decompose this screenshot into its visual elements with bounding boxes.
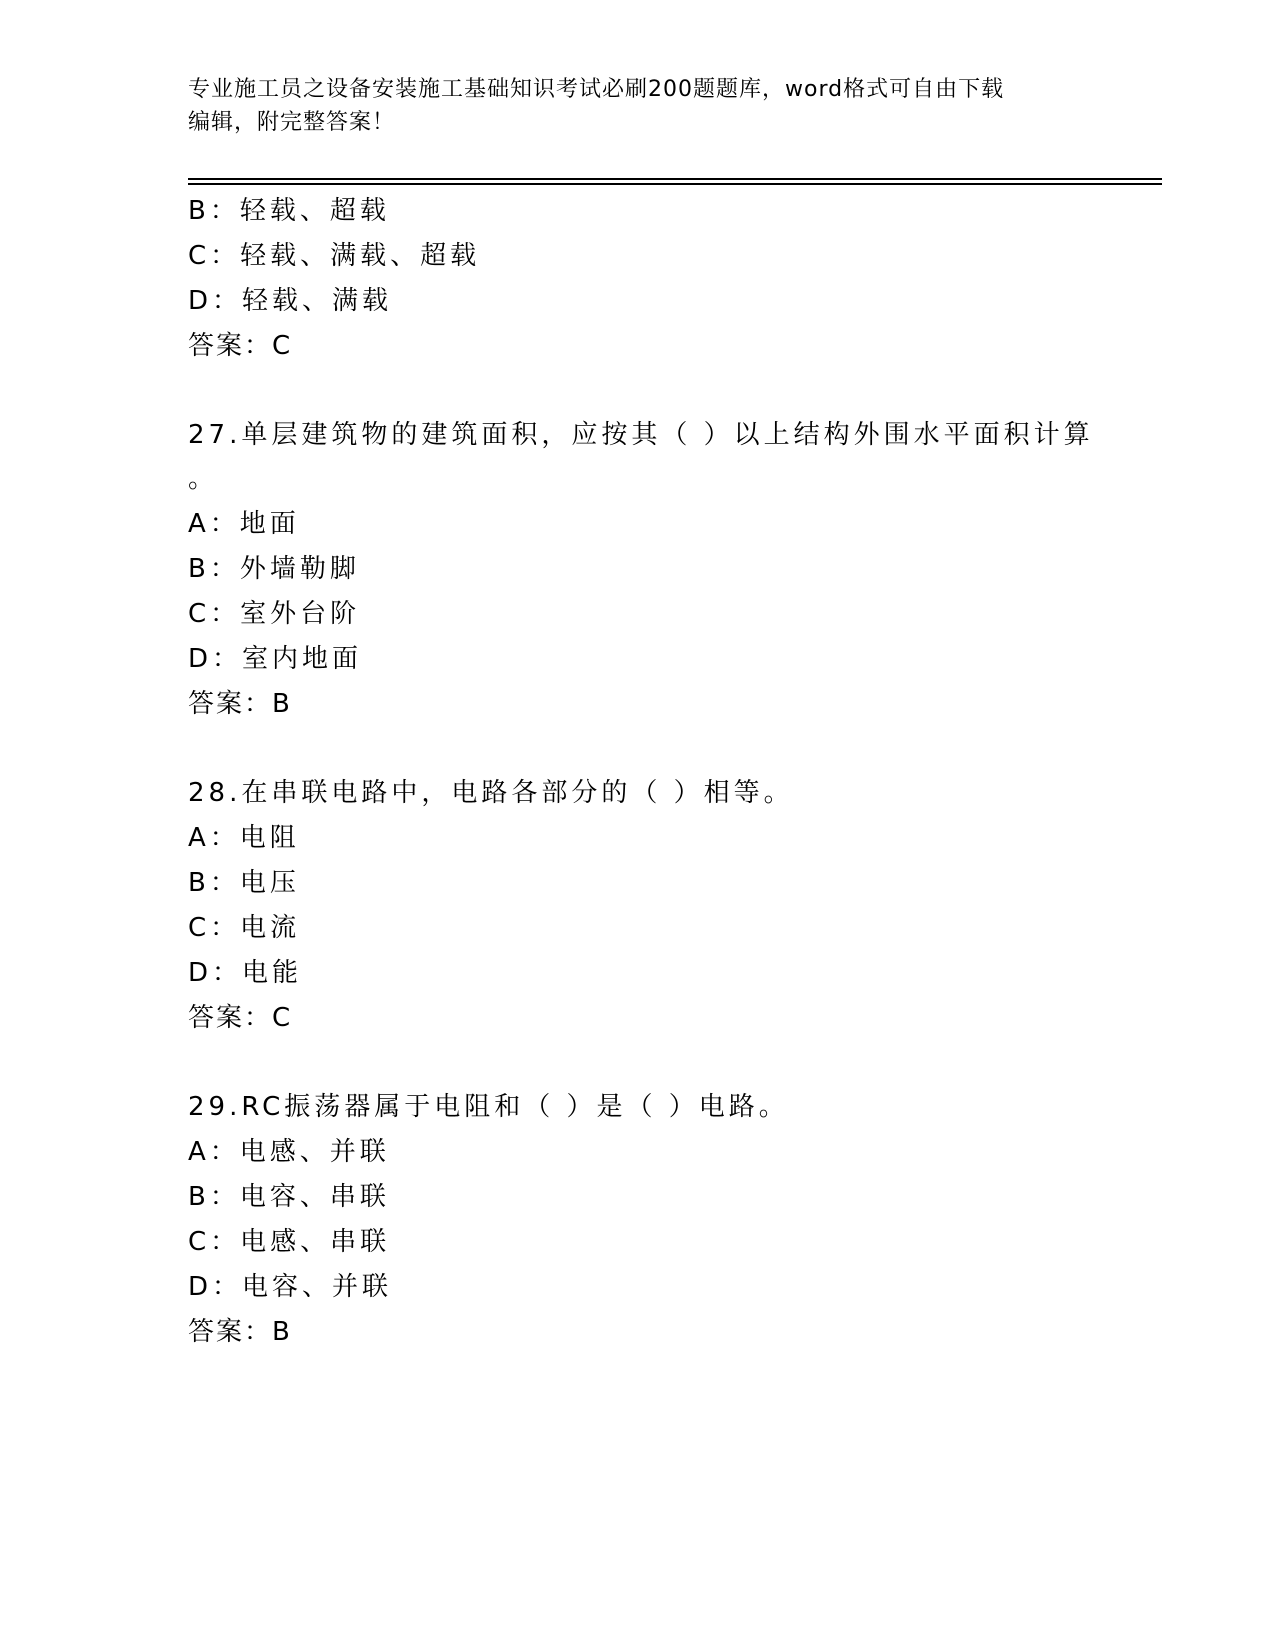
answer: 答案：C bbox=[188, 331, 293, 361]
answer: 答案：B bbox=[188, 689, 292, 719]
option-c: C：轻载、满载、超载 bbox=[188, 241, 481, 271]
option-c: C：电感、串联 bbox=[188, 1227, 391, 1257]
option-a: A：地面 bbox=[188, 509, 300, 539]
option-c: C：电流 bbox=[188, 913, 301, 943]
option-d: D：电能 bbox=[188, 958, 303, 988]
option-a: A：电感、并联 bbox=[188, 1137, 390, 1167]
option-c: C：室外台阶 bbox=[188, 599, 361, 629]
option-b: B：外墙勒脚 bbox=[188, 554, 360, 584]
option-a: A：电阻 bbox=[188, 823, 300, 853]
option-d: D：电容、并联 bbox=[188, 1272, 393, 1302]
question-stem: 28.在串联电路中，电路各部分的（ ）相等。 bbox=[188, 778, 794, 808]
header-line-1: 专业施工员之设备安装施工基础知识考试必刷200题题库，word格式可自由下载 bbox=[188, 77, 1005, 102]
option-b: B：轻载、超载 bbox=[188, 196, 390, 226]
question-stem: 27.单层建筑物的建筑面积，应按其（ ）以上结构外围水平面积计算 bbox=[188, 420, 1094, 450]
option-d: D：室内地面 bbox=[188, 644, 363, 674]
option-b: B：电压 bbox=[188, 868, 300, 898]
question-stem-continuation: 。 bbox=[188, 464, 219, 494]
option-d: D：轻载、满载 bbox=[188, 286, 393, 316]
header-divider-top bbox=[188, 178, 1162, 180]
header-line-2: 编辑，附完整答案！ bbox=[188, 110, 396, 135]
question-stem: 29.RC振荡器属于电阻和（ ）是（ ）电路。 bbox=[188, 1092, 789, 1122]
option-b: B：电容、串联 bbox=[188, 1182, 390, 1212]
header-divider-bottom bbox=[188, 183, 1162, 185]
answer: 答案：B bbox=[188, 1317, 292, 1347]
document-header bbox=[188, 73, 1088, 139]
answer: 答案：C bbox=[188, 1003, 293, 1033]
